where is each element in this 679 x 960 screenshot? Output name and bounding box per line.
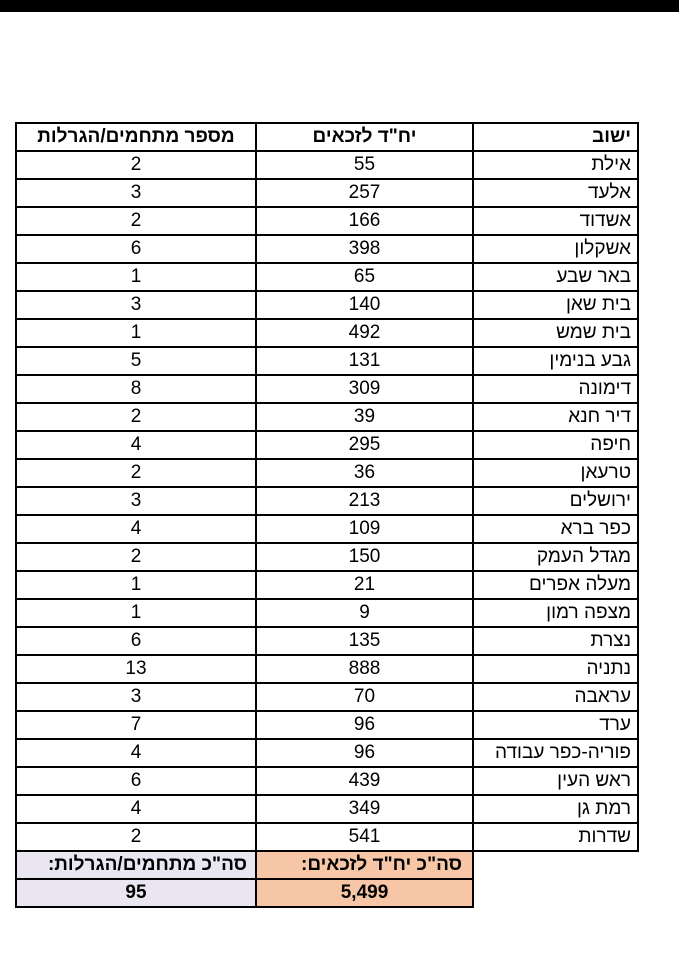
table-row: [16, 347, 638, 375]
table-row: [16, 571, 638, 599]
cell-town: דיר חנא: [473, 403, 638, 431]
cell-town: בית שמש: [473, 319, 638, 347]
cell-town: ראש העין: [473, 767, 638, 795]
cell-units: 398: [256, 235, 473, 263]
table-row: [16, 235, 638, 263]
cell-town: גבע בנימין: [473, 347, 638, 375]
cell-town: פוריה-כפר עבודה: [473, 739, 638, 767]
cell-count: 13: [16, 655, 256, 683]
table-body: [16, 151, 638, 851]
cell-count: 2: [16, 151, 256, 179]
cell-units: 9: [256, 599, 473, 627]
cell-town: מצפה רמון: [473, 599, 638, 627]
table-row: [16, 263, 638, 291]
cell-count: 1: [16, 571, 256, 599]
cell-town: אילת: [473, 151, 638, 179]
cell-count: 6: [16, 767, 256, 795]
cell-units: 295: [256, 431, 473, 459]
cell-units: 70: [256, 683, 473, 711]
header-town: ישוב: [473, 123, 638, 151]
table-row: [16, 515, 638, 543]
cell-count: 2: [16, 823, 256, 851]
cell-units: 131: [256, 347, 473, 375]
table-row: [16, 627, 638, 655]
cell-count: 2: [16, 459, 256, 487]
cell-count: 5: [16, 347, 256, 375]
cell-town: מגדל העמק: [473, 543, 638, 571]
table-row: [16, 767, 638, 795]
cell-count: 2: [16, 403, 256, 431]
table-row: [16, 683, 638, 711]
total-units-label: סה"כ יח"ד לזכאים:: [256, 851, 473, 879]
table-row: [16, 823, 638, 851]
empty-cell: [473, 851, 638, 879]
cell-town: כפר ברא: [473, 515, 638, 543]
cell-count: 7: [16, 711, 256, 739]
cell-units: 96: [256, 739, 473, 767]
header-count: מספר מתחמים/הגרלות: [16, 123, 256, 151]
cell-count: 6: [16, 627, 256, 655]
cell-count: 2: [16, 543, 256, 571]
cell-units: 55: [256, 151, 473, 179]
cell-town: טרעאן: [473, 459, 638, 487]
cell-count: 1: [16, 599, 256, 627]
header-units: יח"ד לזכאים: [256, 123, 473, 151]
cell-town: אלעד: [473, 179, 638, 207]
cell-count: 4: [16, 431, 256, 459]
empty-cell: [473, 879, 638, 907]
cell-count: 3: [16, 179, 256, 207]
total-count-label: סה"כ מתחמים/הגרלות:: [16, 851, 256, 879]
cell-town: דימונה: [473, 375, 638, 403]
cell-count: 8: [16, 375, 256, 403]
cell-town: נצרת: [473, 627, 638, 655]
table-row: [16, 795, 638, 823]
cell-units: 65: [256, 263, 473, 291]
table-row: [16, 459, 638, 487]
cell-units: 140: [256, 291, 473, 319]
cell-units: 257: [256, 179, 473, 207]
cell-count: 1: [16, 319, 256, 347]
table-row: [16, 739, 638, 767]
cell-count: 3: [16, 683, 256, 711]
cell-units: 439: [256, 767, 473, 795]
totals-label-row: [16, 851, 638, 879]
table-row: [16, 431, 638, 459]
cell-units: 541: [256, 823, 473, 851]
cell-units: 150: [256, 543, 473, 571]
top-bar: [0, 0, 679, 12]
cell-town: חיפה: [473, 431, 638, 459]
cell-units: 21: [256, 571, 473, 599]
cell-units: 349: [256, 795, 473, 823]
cell-count: 3: [16, 487, 256, 515]
cell-town: אשקלון: [473, 235, 638, 263]
table-row: [16, 319, 638, 347]
cell-count: 4: [16, 515, 256, 543]
cell-town: באר שבע: [473, 263, 638, 291]
cell-count: 2: [16, 207, 256, 235]
cell-units: 96: [256, 711, 473, 739]
table-row: [16, 543, 638, 571]
cell-town: רמת גן: [473, 795, 638, 823]
table-row: [16, 291, 638, 319]
total-count-value: 95: [16, 879, 256, 907]
table-row: [16, 179, 638, 207]
cell-units: 36: [256, 459, 473, 487]
table-row: [16, 487, 638, 515]
cell-town: מעלה אפרים: [473, 571, 638, 599]
header-row: [16, 123, 638, 151]
cell-town: ערד: [473, 711, 638, 739]
cell-units: 39: [256, 403, 473, 431]
cell-town: שדרות: [473, 823, 638, 851]
cell-count: 1: [16, 263, 256, 291]
cell-units: 888: [256, 655, 473, 683]
cell-count: 6: [16, 235, 256, 263]
cell-town: נתניה: [473, 655, 638, 683]
cell-town: אשדוד: [473, 207, 638, 235]
table-row: [16, 655, 638, 683]
table-row: [16, 403, 638, 431]
table-row: [16, 711, 638, 739]
cell-count: 3: [16, 291, 256, 319]
cell-units: 492: [256, 319, 473, 347]
cell-town: בית שאן: [473, 291, 638, 319]
cell-units: 135: [256, 627, 473, 655]
table-row: [16, 151, 638, 179]
cell-town: ירושלים: [473, 487, 638, 515]
cell-units: 109: [256, 515, 473, 543]
cell-units: 309: [256, 375, 473, 403]
table-row: [16, 375, 638, 403]
housing-table: [15, 122, 639, 908]
total-units-value: 5,499: [256, 879, 473, 907]
cell-count: 4: [16, 739, 256, 767]
cell-count: 4: [16, 795, 256, 823]
table-row: [16, 599, 638, 627]
cell-units: 213: [256, 487, 473, 515]
cell-units: 166: [256, 207, 473, 235]
totals-value-row: [16, 879, 638, 907]
table-row: [16, 207, 638, 235]
cell-town: עראבה: [473, 683, 638, 711]
